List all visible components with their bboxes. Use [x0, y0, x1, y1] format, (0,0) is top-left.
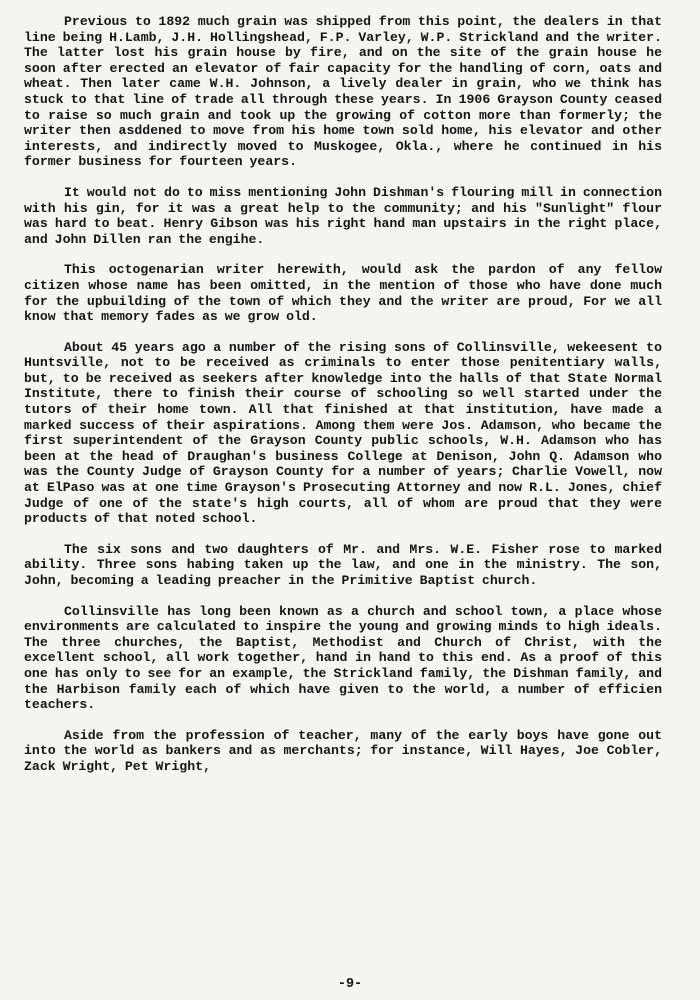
paragraph-bankers-merchants: Aside from the profession of teacher, many of the early boys have gone out into the world as bankers and as merchants; for instance, Will Hayes, Joe Cobler, Zack Wright, Pet Wright,: [24, 727, 662, 774]
paragraph-normal-institute: About 45 years ago a number of the rising sons of Collinsville, wekeesent to Huntsville, not to be received as criminals to enter those penitentiary walls, but, to be received as seekers after knowledge into the halls of that State Normal Institute, there to finish their course of schooling so well started under the tutors of their home town. All that finished at that institution, have made a marked success of their aspirations. Among them were Jos. Adamson, who became the first superintendent of the Grayson County public schools, W.H. Adamson who has been at the head of Draughan's business College at Denison, John Q. Adamson who was the County Judge of Grayson County for a number of years; Charlie Vowell, now at ElPaso was at one time Grayson's Prosecuting Attorney and now R.L. Jones, chief Judge of one of the state's high courts, all of whom are proud that they were products of that noted school.: [24, 339, 662, 527]
paragraph-pardon: This octogenarian writer herewith, would ask the pardon of any fellow citizen whose name has been omitted, in the mention of those who have done much for the upbuilding of the town of which they and the writer are proud, For we all know that memory fades as we grow old.: [24, 262, 662, 325]
paragraph-grain-trade: Previous to 1892 much grain was shipped from this point, the dealers in that line being H.Lamb, J.H. Hollingshead, F.P. Varley, W.P. Strickland and the writer. The latter lost his grain house by fire, and on the site of the grain house he soon after erected an elevator of fair capacity for the handling of corn, oats and wheat. Then later came W.H. Johnson, a lively dealer in grain, who we think has stuck to that line of trade all through these years. In 1906 Grayson County ceased to raise so much grain and took up the growing of cotton more than formerly; the writer then asddened to move from his home town sold home, his elevator and other interests, and indirectly moved to Muskogee, Okla., where he continued in his former business for fourteen years.: [24, 14, 662, 170]
paragraph-fisher-family: The six sons and two daughters of Mr. and Mrs. W.E. Fisher rose to marked ability. Three sons habing taken up the law, and one in the ministry. The son, John, becoming a leading preacher in the Primitive Baptist church.: [24, 541, 662, 588]
paragraph-church-school-town: Collinsville has long been known as a church and school town, a place whose environments are calculated to inspire the young and growing minds to high ideals. The three churches, the Baptist, Methodist and Church of Christ, with the excellent school, all work together, hand in hand to this end. As a proof of this one has only to see for an example, the Strickland family, the Dishman family, and the Harbison family each of which have given to the world, a number of efficien teachers.: [24, 603, 662, 713]
page-number: -9-: [337, 977, 363, 992]
paragraph-flour-mill: It would not do to miss mentioning John Dishman's flouring mill in connection with his gin, for it was a great help to the community; and his "Sunlight" flour was hard to beat. Henry Gibson was his right hand man upstairs in the right place, and John Dillen ran the engihe.: [24, 184, 662, 247]
